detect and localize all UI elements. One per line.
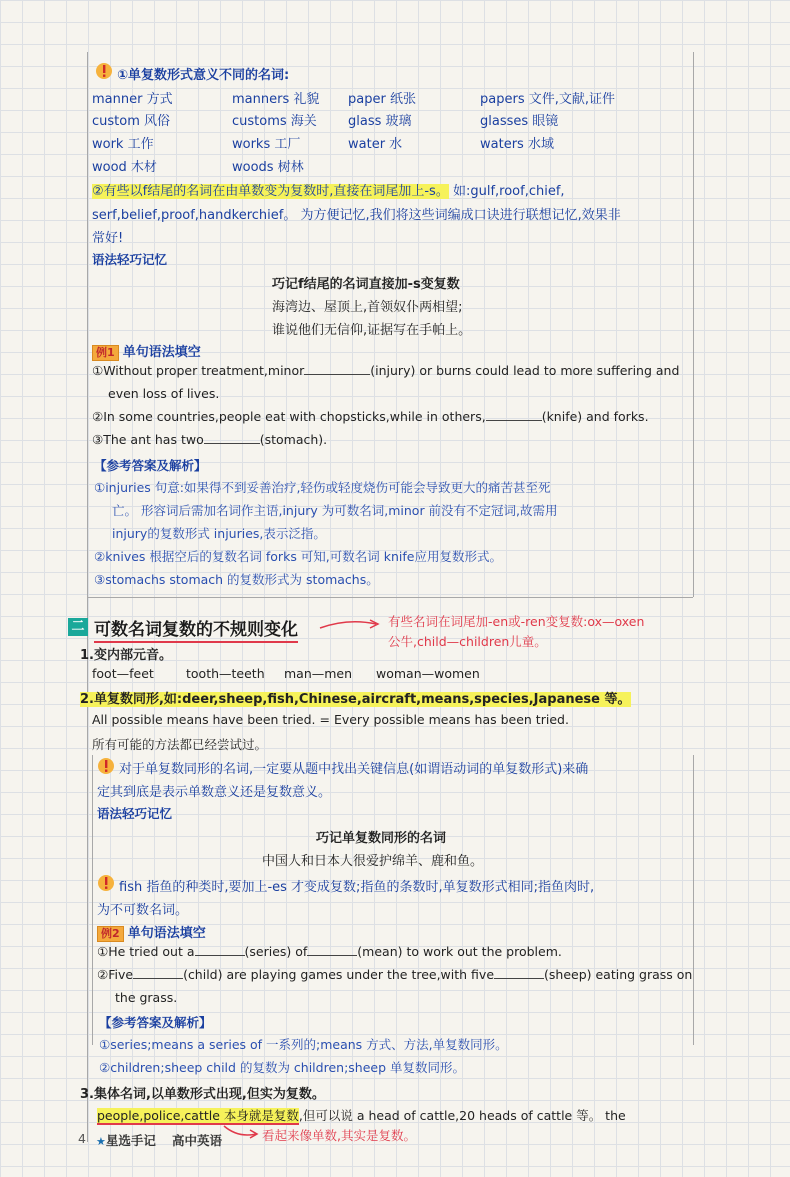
word-cell: glass 玻璃 <box>348 114 412 129</box>
word-cell: work 工作 <box>92 137 154 152</box>
poem-line: 海湾边、屋顶上,首领奴仆两相望; <box>272 300 463 315</box>
answer-blank[interactable] <box>494 978 544 979</box>
example2-answer-label: 【参考答案及解析】 <box>99 1015 212 1030</box>
example1-answer-line: injury的复数形式 injuries,表示泛指。 <box>112 526 326 541</box>
example1-q3: ③The ant has two (stomach). <box>92 432 328 447</box>
section-number: 二 <box>68 618 88 636</box>
item3-side-note: 看起来像单数,其实是复数。 <box>262 1128 416 1143</box>
memory-label: 语法轻巧记忆 <box>92 252 168 267</box>
footer-book: ★星选手记 <box>96 1133 156 1148</box>
note-b-line: 为不可数名词。 <box>97 903 189 918</box>
example2-header <box>97 922 206 942</box>
example1-answer-line: ②knives 根据空后的复数名词 forks 可知,可数名词 knife应用复数形式。 <box>94 549 502 564</box>
exclamation-icon <box>95 62 113 80</box>
word-cell: customs 海关 <box>232 114 317 129</box>
memory-label: 语法轻巧记忆 <box>97 806 173 821</box>
item2-translation: 所有可能的方法都已经尝试过。 <box>92 737 268 752</box>
arrow-icon <box>318 618 384 632</box>
poem-title: 巧记单复数同形的名词 <box>316 831 447 846</box>
answer-blank[interactable] <box>307 955 357 956</box>
side-note: 有些名词在词尾加-en或-ren变复数:ox—oxen <box>388 614 645 629</box>
example1-tag: 例1 <box>92 345 119 361</box>
note-a-line: 对于单复数同形的名词,一定要从题中找出关键信息(如谓语动词的单复数形式)来确 <box>119 762 589 777</box>
item3-title: 3.集体名词,以单数形式出现,但实为复数。 <box>80 1087 325 1102</box>
vowel-pair: man—men <box>284 666 353 681</box>
rule2-line1 <box>92 180 565 199</box>
word-cell: glasses 眼镜 <box>480 114 559 129</box>
item1-title: 1.变内部元音。 <box>80 648 172 663</box>
example2-answer-line: ①series;means a series of 一系列的;means 方式、方法,单复数同形。 <box>99 1037 508 1052</box>
rule2-line3: 常好! <box>92 231 124 246</box>
poem-line: 谁说他们无信仰,证据写在手帕上。 <box>272 323 472 338</box>
answer-blank[interactable] <box>195 955 245 956</box>
example1-q2: ②In some countries,people eat with chopsticks,while in others, (knife) and forks. <box>92 409 649 424</box>
item2-example: All possible means have been tried. = Every possible means has been tried. <box>92 712 569 727</box>
page-number: 4 <box>78 1131 86 1146</box>
word-cell: manners 礼貌 <box>232 92 320 107</box>
word-cell: papers 文件,文献,证件 <box>480 92 615 107</box>
example1-answer-label: 【参考答案及解析】 <box>94 458 207 473</box>
word-cell: waters 水域 <box>480 137 554 152</box>
example1-q1-cont: even loss of lives. <box>108 386 220 401</box>
example2-tag: 例2 <box>97 926 124 942</box>
rule2-highlight: ②有些以f结尾的名词在由单数变为复数时,直接在词尾加上-s。 <box>92 184 449 199</box>
example1-answer-line: ①injuries 句意:如果得不到妥善治疗,轻伤或轻度烧伤可能会导致更大的痛苦甚至死 <box>94 480 551 495</box>
inner-note-right-line <box>693 755 694 1045</box>
exclamation-icon <box>97 757 115 775</box>
word-cell: wood 木材 <box>92 160 157 175</box>
item3-line: people,police,cattle 本身就是复数,但可以说 a head of cattle,20 heads of cattle 等。 the <box>97 1108 626 1123</box>
example2-q2-cont: the grass. <box>115 990 178 1005</box>
vowel-pair: tooth—teeth <box>186 666 265 681</box>
section-title: 可数名词复数的不规则变化 <box>94 615 298 643</box>
example2-q1: ①He tried out a (series) of (mean) to work out the problem. <box>97 944 562 959</box>
word-cell: water 水 <box>348 137 403 152</box>
example1-answer-line: 亡。 形容词后需加名词作主语,injury 为可数名词,minor 前没有不定冠词,故需用 <box>112 503 558 518</box>
item2-title: 2.单复数同形,如:deer,sheep,fish,Chinese,aircraft,means,species,Japanese 等。 <box>80 692 631 707</box>
example2-title: 单句语法填空 <box>127 926 206 941</box>
answer-blank[interactable] <box>204 443 260 444</box>
word-cell: woods 树林 <box>232 160 304 175</box>
answer-blank[interactable] <box>304 374 370 375</box>
exclamation-icon <box>97 874 115 892</box>
vowel-pair: foot—feet <box>92 666 154 681</box>
example1-answer-line: ③stomachs stomach 的复数形式为 stomachs。 <box>94 572 379 587</box>
poem-title: 巧记f结尾的名词直接加-s变复数 <box>272 277 460 292</box>
note-a-line: 定其到底是表示单数意义还是复数意义。 <box>97 785 332 800</box>
example1-header <box>92 341 201 361</box>
footer-subject: 高中英语 <box>172 1133 223 1148</box>
right-margin-line <box>693 52 694 597</box>
note-bottom-line <box>87 597 693 598</box>
note-b-line: fish 指鱼的种类时,要加上-es 才变成复数;指鱼的条数时,单复数形式相同;指鱼肉时, <box>119 880 595 895</box>
answer-blank[interactable] <box>486 420 542 421</box>
side-note: 公牛,child—children儿童。 <box>388 634 547 649</box>
word-cell: manner 方式 <box>92 92 173 107</box>
answer-blank[interactable] <box>133 978 183 979</box>
rule2-line2: serf,belief,proof,handkerchief。 为方便记忆,我们将这些词编成口诀进行联想记忆,效果非 <box>92 208 621 223</box>
inner-note-left-line <box>92 755 93 1045</box>
example2-q2: ②Five (child) are playing games under the tree,with five (sheep) eating grass on <box>97 967 693 982</box>
example2-answer-line: ②children;sheep child 的复数为 children;sheep 单复数同形。 <box>99 1060 466 1075</box>
word-cell: custom 风俗 <box>92 114 171 129</box>
note1-title: ①单复数形式意义不同的名词: <box>117 68 290 83</box>
poem-line: 中国人和日本人很爱护绵羊、鹿和鱼。 <box>262 854 484 869</box>
rule2-examples: 如:gulf,roof,chief, <box>452 184 565 199</box>
item3-highlight: people,police,cattle 本身就是复数 <box>97 1108 299 1123</box>
example1-title: 单句语法填空 <box>122 345 201 360</box>
word-cell: works 工厂 <box>232 137 301 152</box>
star-icon: ★ <box>96 1135 106 1148</box>
vowel-pair: woman—women <box>376 666 480 681</box>
example1-q1: ①Without proper treatment,minor (injury) or burns could lead to more suffering and <box>92 363 680 378</box>
arrow-icon <box>220 1124 262 1140</box>
word-cell: paper 纸张 <box>348 92 416 107</box>
